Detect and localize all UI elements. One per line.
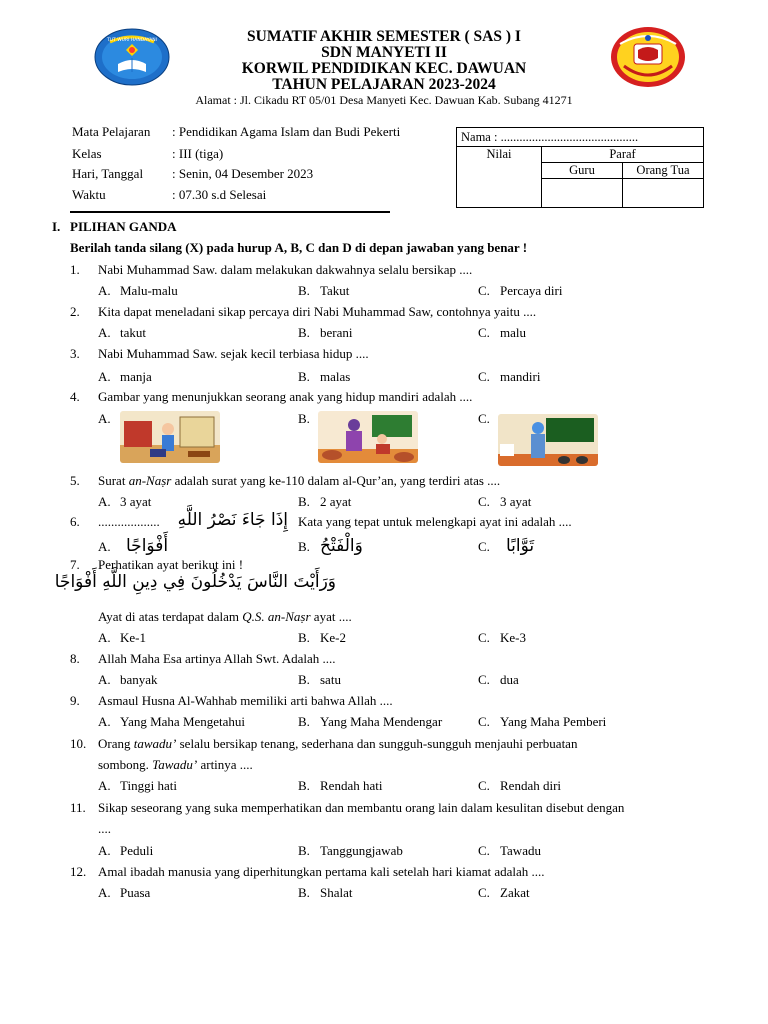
option-text: manja <box>120 369 152 384</box>
option-text: Takut <box>320 283 350 298</box>
option-text: takut <box>120 325 146 340</box>
option-a[interactable] <box>98 778 177 794</box>
option-c[interactable] <box>478 778 561 794</box>
option-a[interactable] <box>98 536 168 556</box>
option-letter: A. <box>98 630 111 645</box>
option-c[interactable] <box>478 411 500 427</box>
question-text: Allah Maha Esa artinya Allah Swt. Adalah .... <box>98 651 336 666</box>
question-text: Kata yang tepat untuk melengkapi ayat ini adalah .... <box>298 514 572 529</box>
option-letter: C. <box>478 885 490 900</box>
option-c[interactable] <box>478 630 526 646</box>
option-b[interactable] <box>298 843 403 859</box>
paraf-header: Paraf <box>542 147 704 163</box>
guru-signature-cell[interactable] <box>542 179 623 208</box>
question-number: 12. <box>70 864 87 879</box>
option-c[interactable] <box>478 369 540 385</box>
text-part: artinya .... <box>197 757 253 772</box>
option-letter: A. <box>98 411 111 426</box>
option-b[interactable] <box>298 714 442 730</box>
option-text: Ke-2 <box>320 630 346 645</box>
option-text: Zakat <box>500 885 530 900</box>
question-text: Asmaul Husna Al-Wahhab memiliki arti bahwa Allah .... <box>98 693 393 708</box>
section-title: PILIHAN GANDA <box>70 219 177 234</box>
info-value: : 07.30 s.d Selesai <box>172 187 267 202</box>
orang-tua-header: Orang Tua <box>623 163 704 179</box>
option-text: Shalat <box>320 885 353 900</box>
option-b[interactable] <box>298 325 352 341</box>
option-a[interactable] <box>98 714 245 730</box>
option-text: Puasa <box>120 885 151 900</box>
option-text: Ke-3 <box>500 630 526 645</box>
section-number: I. <box>52 219 61 234</box>
option-c[interactable] <box>478 714 606 730</box>
option-text: Tanggungjawab <box>320 843 403 858</box>
picture-teacher-in-classroom <box>498 414 598 466</box>
option-c[interactable] <box>478 672 519 688</box>
option-text: Tawadu <box>500 843 541 858</box>
picture-mother-helping-child <box>318 411 418 463</box>
header-line-1: SUMATIF AKHIR SEMESTER ( SAS ) I <box>247 28 521 45</box>
question-text-line-2: .... <box>98 821 111 836</box>
option-letter: A. <box>98 539 111 554</box>
question-number: 9. <box>70 693 80 708</box>
option-letter: C. <box>478 843 490 858</box>
option-text: berani <box>320 325 353 340</box>
info-value: : Senin, 04 Desember 2023 <box>172 166 314 181</box>
option-letter: B. <box>298 494 310 509</box>
option-letter: B. <box>298 369 310 384</box>
question-number: 3. <box>70 346 80 361</box>
name-grade-box <box>456 127 704 208</box>
question-text: Perhatikan ayat berikut ini ! <box>98 557 244 572</box>
option-text: Rendah hati <box>320 778 383 793</box>
option-text: banyak <box>120 672 158 687</box>
option-letter: C. <box>478 283 490 298</box>
option-letter: A. <box>98 778 111 793</box>
option-c[interactable] <box>478 283 562 299</box>
text-part: Surat <box>98 473 129 488</box>
option-text: Yang Maha Mengetahui <box>120 714 246 729</box>
option-text: تَوَّابًا <box>506 536 535 556</box>
option-c[interactable] <box>478 843 541 859</box>
question-number: 8. <box>70 651 80 666</box>
option-a[interactable] <box>98 411 120 427</box>
question-number: 6. <box>70 514 80 529</box>
option-c[interactable] <box>478 885 530 901</box>
option-letter: C. <box>478 369 490 384</box>
picture-child-tidying-room <box>120 411 220 463</box>
option-text: malas <box>320 369 351 384</box>
option-text: 3 ayat <box>500 494 532 509</box>
blank-dots: ................... <box>98 514 160 529</box>
question-number: 7. <box>70 557 80 572</box>
guru-header: Guru <box>542 163 623 179</box>
option-b[interactable] <box>298 283 349 299</box>
text-part: adalah surat yang ke-110 dalam al-Qur’an, yang terdiri atas .... <box>171 473 501 488</box>
option-text: Malu-malu <box>120 283 178 298</box>
option-b[interactable] <box>298 411 320 427</box>
option-letter: B. <box>298 714 310 729</box>
info-label: Mata Pelajaran <box>72 124 151 139</box>
option-letter: B. <box>298 672 310 687</box>
option-letter: B. <box>298 885 310 900</box>
question-text: Kita dapat meneladani sikap percaya diri Nabi Muhammad Saw, contohnya yaitu .... <box>98 304 537 319</box>
option-a[interactable] <box>98 325 146 341</box>
option-a[interactable] <box>98 672 158 688</box>
term: tawadu’ <box>133 736 177 751</box>
text-part: sombong. <box>98 757 153 772</box>
option-letter: A. <box>98 714 111 729</box>
text-part: Orang <box>98 736 134 751</box>
info-label: Kelas <box>72 146 102 161</box>
option-letter: B. <box>298 411 310 426</box>
question-text: Amal ibadah manusia yang diperhitungkan pertama kali setelah hari kiamat adalah .... <box>98 864 545 879</box>
question-text: Sikap seseorang yang suka memperhatikan dan membantu orang lain dalam kesulitan disebut dengan <box>98 800 625 815</box>
option-text: Percaya diri <box>500 283 563 298</box>
option-a[interactable] <box>98 494 151 510</box>
option-letter: A. <box>98 494 111 509</box>
option-text: malu <box>500 325 526 340</box>
option-text: 2 ayat <box>320 494 352 509</box>
nilai-header: Nilai <box>457 147 542 208</box>
option-letter: A. <box>98 283 111 298</box>
option-b[interactable] <box>298 630 346 646</box>
option-text: satu <box>320 672 341 687</box>
option-letter: B. <box>298 325 310 340</box>
option-letter: A. <box>98 843 111 858</box>
question-text <box>98 473 500 489</box>
option-letter: C. <box>478 630 490 645</box>
option-text: Tinggi hati <box>120 778 177 793</box>
option-b[interactable] <box>298 369 350 385</box>
option-letter: B. <box>298 843 310 858</box>
divider <box>70 211 390 213</box>
option-b[interactable] <box>298 885 353 901</box>
option-letter: C. <box>478 778 490 793</box>
option-text: أَفْوَاجًا <box>126 536 169 556</box>
term: Tawadu’ <box>152 757 198 772</box>
info-value: : Pendidikan Agama Islam dan Budi Pekerti <box>172 124 401 139</box>
name-field[interactable]: Nama : ............................................ <box>457 128 704 147</box>
school-name: SDN MANYETI II <box>321 44 447 61</box>
option-a[interactable] <box>98 843 153 859</box>
text-part: Ayat di atas terdapat dalam <box>98 609 243 624</box>
option-text: 3 ayat <box>120 494 152 509</box>
option-text: Ke-1 <box>120 630 146 645</box>
option-letter: C. <box>478 539 490 554</box>
option-c[interactable] <box>478 536 534 556</box>
option-text: Peduli <box>120 843 154 858</box>
option-letter: A. <box>98 325 111 340</box>
option-a[interactable] <box>98 630 146 646</box>
option-letter: A. <box>98 672 111 687</box>
header-line-4: TAHUN PELAJARAN 2023-2024 <box>272 76 496 93</box>
text-part: ayat .... <box>310 609 352 624</box>
option-b[interactable] <box>298 536 363 556</box>
question-text: Gambar yang menunjukkan seorang anak yang hidup mandiri adalah .... <box>98 389 473 404</box>
school-address: Alamat : Jl. Cikadu RT 05/01 Desa Manyeti Kec. Dawuan Kab. Subang 41271 <box>195 93 573 107</box>
option-text: mandiri <box>500 369 541 384</box>
option-text: Yang Maha Mendengar <box>320 714 443 729</box>
option-letter: C. <box>478 714 490 729</box>
question-number: 1. <box>70 262 80 277</box>
question-number: 5. <box>70 473 80 488</box>
option-c[interactable] <box>478 325 526 341</box>
option-letter: A. <box>98 369 111 384</box>
question-number: 10. <box>70 736 87 751</box>
question-text: Nabi Muhammad Saw. dalam melakukan dakwahnya selalu bersikap .... <box>98 262 473 277</box>
question-text: Nabi Muhammad Saw. sejak kecil terbiasa hidup .... <box>98 346 369 361</box>
option-a[interactable] <box>98 283 178 299</box>
option-letter: A. <box>98 885 111 900</box>
question-text-line-2 <box>98 757 253 773</box>
option-letter: C. <box>478 325 490 340</box>
info-label: Waktu <box>72 187 106 202</box>
arabic-verse: إِذَا جَاءَ نَصْرُ اللَّهِ <box>177 510 288 530</box>
option-text: Yang Maha Pemberi <box>500 714 607 729</box>
surah-name: an-Naṣr <box>128 473 172 488</box>
option-letter: C. <box>478 494 490 509</box>
option-letter: B. <box>298 778 310 793</box>
svg-text:TUT WURI HANDAYANI: TUT WURI HANDAYANI <box>107 38 157 43</box>
question-followup <box>98 609 352 625</box>
question-number: 11. <box>70 800 86 815</box>
option-a[interactable] <box>98 885 150 901</box>
orang-tua-signature-cell[interactable] <box>623 179 704 208</box>
option-b[interactable] <box>298 672 341 688</box>
question-number: 2. <box>70 304 80 319</box>
option-text: Rendah diri <box>500 778 562 793</box>
option-letter: C. <box>478 672 490 687</box>
text-part: selalu bersikap tenang, sederhana dan sungguh-sungguh menjauhi perbuatan <box>176 736 578 751</box>
option-letter: B. <box>298 539 310 554</box>
info-label: Hari, Tanggal <box>72 166 144 181</box>
option-b[interactable] <box>298 494 351 510</box>
option-text: وَالْفَتْحُ <box>320 536 363 556</box>
question-number: 4. <box>70 389 80 404</box>
option-b[interactable] <box>298 778 382 794</box>
option-c[interactable] <box>478 494 531 510</box>
arabic-verse: وَرَأَيْتَ النَّاسَ يَدْخُلُونَ فِي دِينِ اللَّهِ أَفْوَاجًا <box>54 572 336 592</box>
option-letter: B. <box>298 630 310 645</box>
option-text: dua <box>500 672 519 687</box>
question-text <box>98 736 577 752</box>
instruction: Berilah tanda silang (X) pada hurup A, B, C dan D di depan jawaban yang benar ! <box>70 240 528 255</box>
option-letter: B. <box>298 283 310 298</box>
info-value: : III (tiga) <box>172 146 224 161</box>
header-line-3: KORWIL PENDIDIKAN KEC. DAWUAN <box>241 60 527 77</box>
option-a[interactable] <box>98 369 152 385</box>
option-letter: C. <box>478 411 490 426</box>
surah-reference: Q.S. an-Naṣr <box>242 609 311 624</box>
